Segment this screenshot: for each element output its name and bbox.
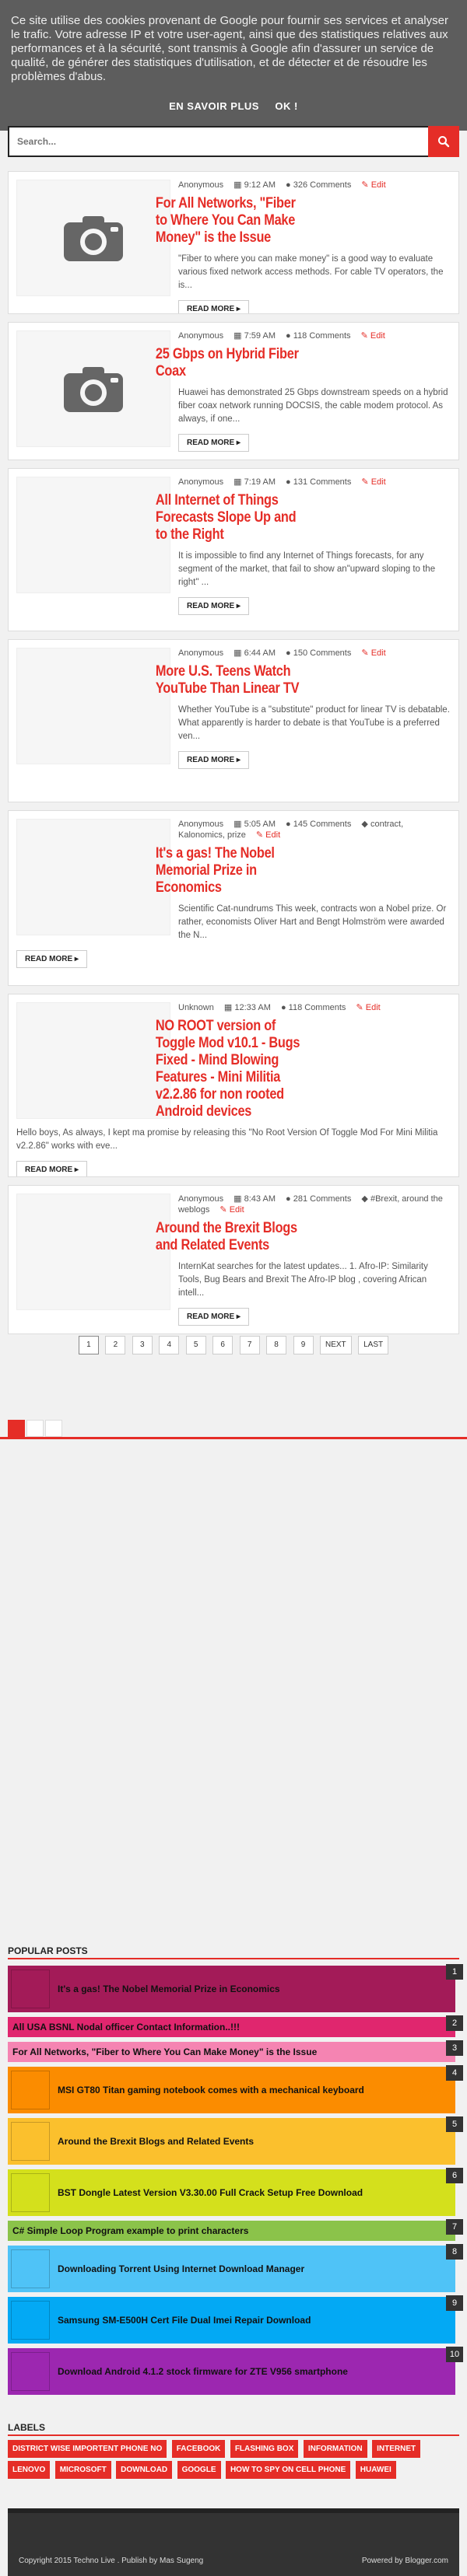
popular-post-item[interactable] — [8, 2118, 458, 2165]
post-time[interactable]: 5:05 AM — [244, 820, 276, 829]
read-more-label: READ MORE — [187, 439, 235, 447]
popular-post-thumbnail[interactable] — [11, 2122, 50, 2161]
read-more-button[interactable]: READ MORE ▸ — [178, 751, 249, 769]
post-card — [8, 1185, 459, 1334]
read-more-label: READ MORE — [187, 305, 235, 313]
popular-posts-list — [8, 1966, 460, 2399]
post-summary: InternKat searches for the latest updates... 1. Afro-IP: Similarity Tools, Bug Bears and Brexit The Afro-IP blog , covering African intell... — [178, 1262, 428, 1298]
post-card — [8, 322, 459, 460]
post-time[interactable]: 12:33 AM — [234, 1003, 271, 1012]
widget-tab[interactable] — [26, 1420, 44, 1437]
popular-post-title[interactable]: Downloading Torrent Using Internet Download Manager — [58, 2263, 305, 2274]
post-card — [8, 639, 459, 802]
post-title[interactable]: 25 Gbps on Hybrid Fiber Coax — [155, 346, 299, 379]
search-bar — [8, 126, 459, 157]
learn-more-link[interactable]: EN SAVOIR PLUS — [169, 100, 259, 112]
rank-badge: 8 — [446, 2244, 463, 2260]
label-link[interactable]: INFORMATION — [304, 2440, 367, 2458]
popular-post-title[interactable]: It's a gas! The Nobel Memorial Prize in Economics — [58, 1984, 280, 1994]
clock-icon: ▦ — [223, 1003, 233, 1012]
post-comments[interactable]: 131 Comments — [293, 477, 352, 487]
popular-post-item[interactable] — [8, 2221, 458, 2241]
clock-icon: ▦ — [234, 180, 242, 190]
post-comments[interactable]: 145 Comments — [293, 820, 352, 829]
comment-icon: ● — [286, 180, 291, 190]
post-author[interactable]: Anonymous — [178, 180, 224, 190]
popular-post-item[interactable] — [8, 2042, 458, 2062]
post-time[interactable]: 7:19 AM — [244, 477, 276, 487]
popular-post-item[interactable] — [8, 2297, 458, 2344]
label-link[interactable]: DOWNLOAD — [116, 2461, 172, 2479]
widget-tabs — [8, 1420, 64, 1437]
post-title[interactable]: All Internet of Things Forecasts Slope Up and to the Right — [155, 492, 297, 543]
popular-post-item[interactable] — [8, 1966, 458, 2012]
post-comments[interactable]: 118 Comments — [288, 1003, 346, 1012]
label-link[interactable]: INTERNET — [372, 2440, 420, 2458]
read-more-button[interactable]: READ MORE ▸ — [178, 300, 249, 314]
read-more-label: READ MORE — [187, 756, 235, 764]
popular-post-title[interactable]: BST Dongle Latest Version V3.30.00 Full Crack Setup Free Download — [58, 2187, 363, 2198]
popular-post-item[interactable] — [8, 2169, 458, 2216]
page-link[interactable]: 1 — [79, 1336, 99, 1354]
pencil-icon: ✎ — [219, 1205, 227, 1215]
edit-link[interactable]: Edit — [370, 648, 386, 658]
comment-icon: ● — [280, 1003, 286, 1012]
post-summary: Whether YouTube is a "substitute" product for linear TV is debatable. What apparently is harder to debate is that YouTube is a preferred ven... — [178, 705, 450, 741]
popular-post-item[interactable] — [8, 2246, 458, 2292]
popular-post-title[interactable]: Download Android 4.1.2 stock firmware for ZTE V956 smartphone — [58, 2366, 348, 2377]
popular-post-thumbnail[interactable] — [11, 2249, 50, 2288]
read-more-button[interactable]: READ MORE ▸ — [178, 434, 249, 452]
popular-post-title[interactable]: For All Networks, "Fiber to Where You Can Make Money" is the Issue — [12, 2046, 318, 2057]
post-author[interactable]: Anonymous — [178, 1194, 224, 1204]
label-link[interactable]: LENOVO — [8, 2461, 50, 2479]
comment-icon: ● — [286, 477, 291, 487]
post-time[interactable]: 6:44 AM — [244, 648, 276, 658]
pencil-icon: ✎ — [361, 477, 369, 487]
popular-post-item[interactable] — [8, 2348, 460, 2395]
clock-icon: ▦ — [234, 331, 242, 341]
post-summary: Huawei has demonstrated 25 Gbps downstream speeds on a hybrid fiber coax network running DOCSIS, the cable modem protocol. As always, if one... — [178, 388, 448, 424]
edit-link[interactable]: Edit — [370, 331, 385, 341]
clock-icon: ▦ — [234, 1194, 242, 1204]
label-link[interactable]: MICROSOFT — [55, 2461, 111, 2479]
post-title[interactable]: It's a gas! The Nobel Memorial Prize in Economics — [155, 845, 275, 896]
rank-badge: 10 — [446, 2347, 463, 2362]
pencil-icon: ✎ — [255, 830, 264, 840]
popular-post-thumbnail[interactable] — [11, 2173, 50, 2212]
comment-icon: ● — [286, 648, 291, 658]
post-title[interactable]: NO ROOT version of Toggle Mod v10.1 - Bugs Fixed - Mind Blowing Features - Mini Militia v2.2.86 for non rooted Android devices — [155, 1018, 300, 1120]
popular-posts-heading: POPULAR POSTS — [8, 1945, 88, 1956]
page-link[interactable]: 6 — [212, 1336, 233, 1354]
comment-icon: ● — [286, 820, 291, 829]
popular-post-thumbnail[interactable] — [11, 1970, 50, 2008]
comment-icon: ● — [286, 331, 291, 341]
labels-cloud — [8, 2440, 459, 2482]
label-link[interactable]: GOOGLE — [177, 2461, 221, 2479]
last-page-link[interactable]: LAST — [358, 1336, 388, 1354]
post-list — [8, 171, 459, 1342]
clock-icon: ▦ — [234, 648, 242, 658]
page-link[interactable]: 4 — [159, 1336, 179, 1354]
label-link[interactable]: FLASHING BOX — [230, 2440, 299, 2458]
post-summary: It is impossible to find any Internet of Things forecasts, for any segment of the market, that fail to show an"upward sloping to the right" ... — [178, 551, 436, 587]
post-comments[interactable]: 281 Comments — [293, 1194, 352, 1204]
post-time[interactable]: 8:43 AM — [244, 1194, 276, 1204]
rank-badge: 9 — [446, 2295, 463, 2311]
post-comments[interactable]: 326 Comments — [293, 180, 352, 190]
popular-post-thumbnail[interactable] — [11, 2301, 50, 2340]
pencil-icon: ✎ — [361, 180, 369, 190]
post-title[interactable]: For All Networks, "Fiber to Where You Can Make Money" is the Issue — [155, 195, 296, 246]
read-more-label: READ MORE — [187, 1312, 235, 1321]
label-link[interactable]: HOW TO SPY ON CELL PHONE — [226, 2461, 350, 2479]
divider — [0, 1437, 467, 1439]
read-more-label: READ MORE — [187, 602, 235, 610]
edit-link[interactable]: Edit — [365, 1003, 381, 1012]
popular-post-title[interactable]: All USA BSNL Nodal officer Contact Information..!!! — [12, 2022, 241, 2032]
widget-tab[interactable] — [8, 1420, 25, 1437]
page-link[interactable]: 8 — [266, 1336, 286, 1354]
read-more-label: READ MORE — [25, 1166, 73, 1174]
post-author[interactable]: Anonymous — [178, 820, 224, 829]
page-link[interactable]: 9 — [293, 1336, 314, 1354]
comment-icon: ● — [286, 1194, 291, 1204]
post-author[interactable]: Unknown — [178, 1003, 214, 1012]
clock-icon: ▦ — [234, 820, 242, 829]
post-card — [8, 810, 459, 986]
popular-post-thumbnail[interactable] — [11, 2352, 50, 2391]
rank-badge: 2 — [446, 2015, 463, 2031]
read-more-label: READ MORE — [25, 955, 73, 963]
post-card — [8, 994, 459, 1177]
search-input[interactable] — [8, 126, 428, 157]
label-link[interactable]: FACEBOOK — [172, 2440, 226, 2458]
post-comments[interactable]: 150 Comments — [293, 648, 352, 658]
post-tags[interactable]: #Brexit, around the weblogs — [178, 1194, 443, 1215]
post-author[interactable]: Anonymous — [178, 331, 224, 341]
clock-icon: ▦ — [234, 477, 242, 487]
cookie-text: Ce site utilise des cookies provenant de Google pour fournir ses services et analyser le trafic. Votre adresse IP et votre user-agent, ainsi que des statistiques relatives aux performances et à la sécurité, sont transmis à Google afin d'assurer un service de qualité, de générer des statistiques d'utilisation, et de détecter et de résoudre les problèmes d'abus. — [11, 14, 448, 83]
powered-by-link[interactable]: Powered by Blogger.com — [361, 2557, 448, 2565]
read-more-button[interactable]: READ MORE ▸ — [16, 1161, 87, 1177]
label-link[interactable]: HUAWEI — [356, 2461, 396, 2479]
search-button[interactable] — [428, 126, 459, 157]
popular-post-title[interactable]: C# Simple Loop Program example to print characters — [12, 2225, 249, 2236]
post-card — [8, 468, 459, 631]
post-time[interactable]: 9:12 AM — [244, 180, 276, 190]
cookie-ok-button[interactable]: OK ! — [275, 100, 298, 112]
post-title[interactable]: Around the Brexit Blogs and Related Events — [155, 1220, 297, 1253]
popular-post-item[interactable] — [8, 2067, 458, 2113]
read-more-button[interactable]: READ MORE ▸ — [178, 597, 249, 615]
copyright-text: Copyright 2015 Techno Live . Publish by Mas Sugeng — [19, 2557, 204, 2565]
popular-post-title[interactable]: Around the Brexit Blogs and Related Events — [58, 2136, 255, 2147]
edit-link[interactable]: Edit — [265, 830, 281, 840]
post-title[interactable]: More U.S. Teens Watch YouTube Than Linear TV — [155, 663, 300, 697]
label-link[interactable]: DISTRICT WISE IMPORTENT PHONE NO — [8, 2440, 167, 2458]
popular-post-thumbnail[interactable] — [11, 2071, 50, 2109]
tag-icon: ◆ — [361, 1194, 368, 1204]
edit-link[interactable]: Edit — [370, 477, 386, 487]
cookie-notice — [0, 0, 467, 131]
post-comments[interactable]: 118 Comments — [293, 331, 351, 341]
next-page-link[interactable]: NEXT — [320, 1336, 352, 1354]
pagination — [0, 1336, 467, 1354]
rank-badge: 3 — [446, 2040, 463, 2056]
labels-heading: LABELS — [8, 2422, 45, 2433]
page-link[interactable]: 5 — [186, 1336, 206, 1354]
pencil-icon: ✎ — [361, 648, 369, 658]
pencil-icon: ✎ — [356, 1003, 363, 1012]
read-more-button[interactable]: READ MORE ▸ — [178, 1308, 249, 1326]
rank-badge: 4 — [446, 2065, 463, 2081]
divider — [8, 1958, 459, 1959]
popular-post-item[interactable] — [8, 2017, 458, 2037]
footer — [8, 2508, 459, 2576]
rank-badge: 7 — [446, 2219, 463, 2235]
pencil-icon: ✎ — [360, 331, 368, 341]
cookie-actions — [11, 100, 456, 114]
post-author[interactable]: Anonymous — [178, 477, 224, 487]
widget-tab[interactable] — [45, 1420, 62, 1437]
page-link[interactable]: 3 — [132, 1336, 153, 1354]
post-summary: "Fiber to where you can make money" is a good way to evaluate various fixed network access methods. For cable TV operators, the is... — [178, 254, 444, 290]
rank-badge: 5 — [446, 2116, 463, 2132]
popular-post-title[interactable]: Samsung SM-E500H Cert File Dual Imei Repair Download — [58, 2315, 311, 2326]
tag-icon: ◆ — [361, 820, 368, 829]
page-link[interactable]: 2 — [105, 1336, 125, 1354]
divider — [8, 2434, 459, 2436]
post-time[interactable]: 7:59 AM — [244, 331, 276, 341]
page-link[interactable]: 7 — [240, 1336, 260, 1354]
edit-link[interactable]: Edit — [229, 1205, 244, 1215]
post-summary: Hello boys, As always, I kept ma promise by releasing this "No Root Version Of Toggle Mod For Mini Militia v2.2.86" works with eve... — [16, 1128, 438, 1151]
edit-link[interactable]: Edit — [370, 180, 386, 190]
read-more-button[interactable]: READ MORE ▸ — [16, 950, 87, 968]
post-tags[interactable]: contract, Kalonomics, prize — [178, 820, 404, 840]
rank-badge: 6 — [446, 2168, 463, 2183]
post-card — [8, 171, 459, 314]
post-summary: Scientific Cat-nundrums This week, contracts won a Nobel prize. Or rather, economists Oliver Hart and Bengt Holmström were awarded the N... — [178, 904, 447, 940]
rank-badge: 1 — [446, 1964, 463, 1980]
post-author[interactable]: Anonymous — [178, 648, 224, 658]
popular-post-title[interactable]: MSI GT80 Titan gaming notebook comes with a mechanical keyboard — [58, 2085, 364, 2095]
search-icon — [437, 135, 450, 148]
